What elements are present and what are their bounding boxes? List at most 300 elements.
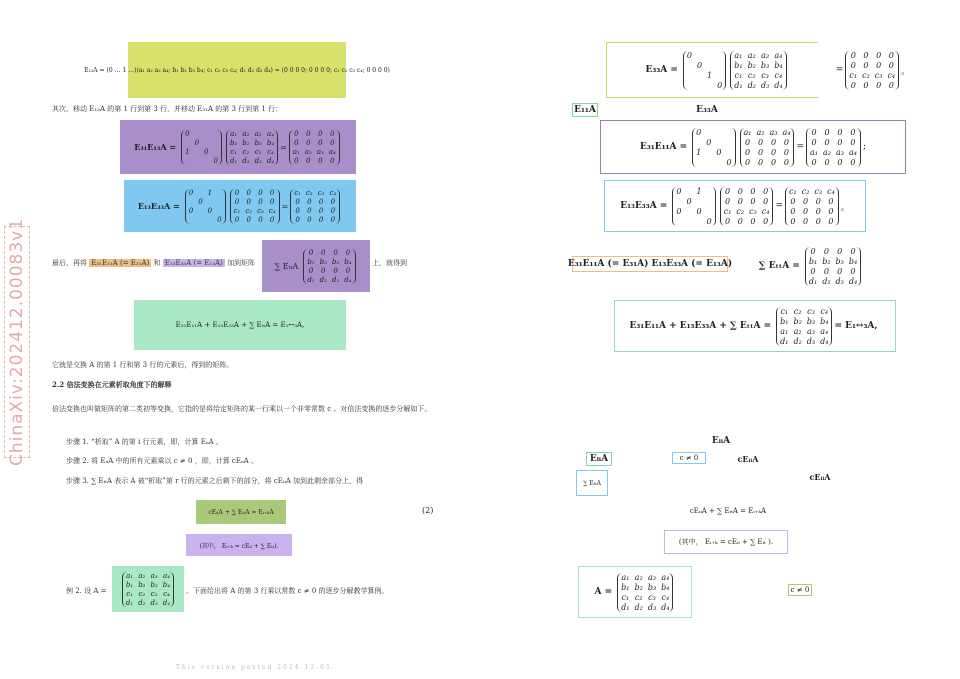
matrix-cell: 0 [321, 266, 326, 275]
matrix-cell: a₄ [267, 129, 274, 138]
matrix-cell: c₃ [874, 70, 883, 80]
matrix-cell: 0 [696, 60, 703, 70]
left-para3: 它就是交换 A 的第 1 行和第 3 行的元素后，得到的矩阵。 [52, 361, 234, 369]
matrix-cell: 0 [726, 157, 732, 167]
matrix-cell: a₁ [810, 147, 818, 157]
matrix-cell: 0 [318, 215, 324, 224]
matrix-cell: 0 [234, 197, 240, 206]
matrix-cell [717, 71, 722, 80]
matrix-cell: a₁ [621, 572, 630, 582]
matrix-cell: 0 [725, 186, 731, 196]
matrix-cell [189, 216, 193, 224]
matrix-cell: 0 [295, 206, 300, 215]
matrix-cell: b₃ [835, 256, 844, 266]
matrix-cell: 0 [246, 197, 251, 206]
matrix-cell: 0 [185, 129, 190, 138]
matrix-cell: 1 [207, 188, 213, 197]
left-para1: 其次，移动 E₁₃A 的第 1 行到第 3 行，并移动 E₃₁A 的第 3 行到第 1 行： [52, 105, 283, 113]
matrix-cell: d₂ [138, 598, 146, 607]
matrix-cell: 0 [294, 129, 299, 138]
matrix-cell: 0 [725, 196, 731, 206]
perm-matrix [672, 187, 715, 226]
matrix-cell: 0 [750, 216, 756, 226]
matrix-cell: b₂ [319, 257, 327, 266]
matrix-cell: c₁ [723, 206, 732, 216]
matrix-cell: d₁ [808, 276, 818, 286]
matrix-cell: b₃ [331, 257, 340, 266]
matrix-cell: d₃ [331, 275, 340, 284]
left-eq-e31e13-label: E₃₁E₁₃A = [134, 142, 177, 152]
matrix-cell: c₂ [305, 188, 313, 197]
matrix-cell: 0 [850, 137, 856, 147]
matrix-cell: 0 [294, 138, 299, 147]
matrix-cell: c₃ [257, 206, 264, 215]
right-eq-e31e11: E₃₁E₁₁A = 0 0 1 0 0 a₁ a₂ a₃ a₄ 0 0 0 0 0 0 0 0 0 0 0 0 = 0 0 0 0 0 0 0 0 a₁ a₂ a₃ a₄ 0 0 0 0 ; [600, 120, 906, 174]
right-label-eiia-heading: EᵢᵢA [708, 434, 734, 448]
matrix-cell: 0 [824, 137, 830, 147]
matrix-cell [707, 207, 712, 216]
swapped-matrix [776, 307, 832, 346]
left-eq-e31e13-box: E₃₁E₁₃A = 0 0 1 0 0 a₁ a₂ a₃ a₄ b₁ b₂ b₃ b₄ c₁ c₂ c₃ c₄ d₁ d₂ d₃ d₄ = 0 0 0 0 0 0 0 0 a₁ a₂ a₃ a₄ 0 0 0 0 [120, 120, 356, 174]
matrix-cell: 0 [763, 216, 769, 226]
matrix-cell: 0 [811, 127, 817, 137]
matrix-cell: d₂ [242, 156, 250, 165]
matrix-cell [697, 51, 702, 60]
matrix-cell: d₂ [319, 275, 327, 284]
matrix-cell: 0 [837, 157, 843, 167]
matrix-cell: 0 [318, 206, 324, 215]
matrix-cell: 0 [676, 206, 682, 216]
matrix-cell: 1 [696, 147, 702, 157]
matrix-cell: a₄ [162, 571, 170, 580]
matrix-cell: 0 [810, 266, 816, 276]
matrix-cell: 0 [837, 266, 843, 276]
matrix-cell: b₂ [242, 138, 250, 147]
matrix-cell [195, 130, 199, 138]
matrix-cell [687, 81, 692, 90]
matrix-cell [697, 197, 702, 206]
matrix-cell: a₂ [823, 147, 831, 157]
left-para4: 倍法变换也叫做矩阵的第二类初等变换，它指的是将给定矩阵的某一行乘以一个非零常数 c 。对倍法变换的逐步分解如下。 [52, 405, 432, 413]
matrix-cell [716, 128, 721, 137]
matrix-cell [716, 158, 721, 167]
chinaxiv-watermark [4, 217, 30, 467]
matrix-cell [214, 130, 218, 138]
matrix-cell: d₃ [760, 80, 770, 90]
matrix-cell: b₁ [780, 316, 789, 326]
matrix-cell: b₄ [266, 138, 275, 147]
matrix-cell: b₁ [734, 60, 743, 70]
eq2-number: (2) [422, 506, 434, 515]
matrix-cell: c₂ [245, 206, 253, 215]
matrix-cell: 0 [258, 197, 263, 206]
matrix-cell: b₁ [229, 138, 238, 147]
matrix-cell: 0 [757, 147, 764, 157]
matrix-cell: 0 [308, 266, 314, 275]
matrix-cell: a₃ [806, 326, 815, 336]
matrix-cell [217, 198, 221, 206]
matrix-cell [198, 216, 202, 224]
matrix-cell: b₄ [848, 256, 858, 266]
matrix-cell [707, 61, 712, 70]
matrix-cell: 0 [318, 156, 323, 165]
left-eq-final: E₃₁E₁₁A + E₁₃E₃₃A + ∑ EₜₜA = E₁↔₃A, [175, 321, 305, 329]
matrix-cell: c₁ [230, 147, 237, 156]
left-para2: 最后，再将 E₃₁E₁₁A (= E₃₁A) 和 E₁₃E₃₃A (= E₁₃A) 加到矩阵 [52, 259, 256, 267]
matrix-cell: 0 [810, 246, 816, 256]
matrix-cell: c₃ [807, 306, 815, 316]
matrix-cell: d₃ [647, 602, 657, 612]
matrix-cell [726, 138, 731, 147]
right-label-e33a: E₃₃A [694, 103, 720, 117]
matrix-cell: 0 [318, 138, 323, 147]
right-eq-e13e33: E₁₃E₃₃A = 0 1 0 0 0 0 0 0 0 0 0 0 0 0 c₁ c₂ c₃ c₄ 0 0 0 0 = c₁ c₂ c₃ c₄ 0 0 0 0 0 0 0 0 0 0 0 0 。 [604, 180, 866, 232]
matrix-cell: b₂ [747, 60, 756, 70]
hl-e31e11a: E₃₁E₁₁A (= E₃₁A) [91, 259, 150, 267]
matrix-cell: d₃ [806, 336, 816, 346]
left-sum-matrix-box [262, 240, 370, 292]
matrix-cell: c₄ [329, 188, 337, 197]
matrix-cell: c₃ [814, 186, 823, 196]
matrix-cell: a₂ [242, 129, 250, 138]
matrix-a [617, 573, 673, 612]
matrix-cell: d₁ [229, 156, 238, 165]
matrix-cell: 0 [333, 248, 338, 257]
matrix-r11 [740, 128, 795, 167]
matrix-cell: 0 [676, 186, 682, 196]
matrix-cell: a₁ [292, 147, 300, 156]
matrix-cell [217, 207, 221, 215]
matrix-cell: 0 [803, 206, 809, 216]
matrix-cell: 0 [763, 196, 769, 206]
matrix-rs [805, 247, 861, 286]
matrix-cell: c₃ [150, 589, 158, 598]
matrix-cell: c₄ [761, 206, 770, 216]
matrix-cell: 0 [345, 248, 351, 257]
matrix-cell: b₁ [307, 257, 315, 266]
matrix-cell: 0 [757, 137, 764, 147]
matrix-cell: 0 [258, 188, 263, 197]
matrix-cell: 0 [330, 129, 335, 138]
matrix-cell: 0 [803, 196, 809, 206]
right-row5-labels: E₃₁E₁₁A (= E₃₁A) E₁₃E₃₃A (= E₁₃A) [572, 256, 728, 272]
matrix-cell: b₂ [634, 582, 643, 592]
matrix-cell: c₂ [736, 206, 745, 216]
matrix-cell: a₂ [634, 572, 643, 582]
matrix-cell: a₄ [774, 50, 783, 60]
matrix-cell: a₄ [782, 127, 791, 137]
matrix-cell: 0 [330, 156, 335, 165]
matrix-cell [706, 128, 711, 137]
matrix-cell: 0 [345, 266, 351, 275]
matrix-cell: 0 [828, 216, 834, 226]
matrix-cell [185, 139, 189, 147]
matrix-cell: a₃ [254, 129, 262, 138]
matrix-cell: 0 [696, 127, 702, 137]
matrix-cell [204, 130, 208, 138]
matrix-cell: a₂ [138, 571, 146, 580]
eq-note: (其中， Eᵢ₊ₖ = cEᵢᵢ + ∑ Eₜₜ). [199, 542, 279, 550]
left-eq-e13a: E₁₃A = (0 … 1 …)(a₁ a₂ a₃ a₄; b₁ b₂ b₃ b₄; c₁ c₂ c₃ c₄; d₁ d₂ d₃ d₄) = (0 0 0 0; 0 0 0 0; c₁ c₂ c₃ c₄; 0 0 0 0) [84, 66, 390, 74]
matrix-cell: 0 [783, 157, 790, 167]
matrix-cell: 0 [188, 188, 194, 197]
matrix-cell: a₄ [820, 326, 829, 336]
selector-matrix [683, 51, 726, 90]
matrix-cell: 0 [824, 127, 830, 137]
matrix-cell: c₄ [827, 186, 835, 196]
matrix-cell: c₁ [621, 592, 630, 602]
matrix-cell: 1 [696, 186, 702, 196]
matrix-cell: 0 [213, 156, 218, 165]
matrix-cell [687, 61, 692, 70]
matrix-cell: 0 [863, 50, 869, 60]
matrix-cell [717, 51, 722, 60]
matrix-cell: 0 [716, 147, 722, 157]
matrix-cell: 0 [318, 129, 323, 138]
matrix-cell: 1 [707, 70, 713, 80]
matrix-cell: d₄ [266, 156, 275, 165]
matrix-cell: c₄ [774, 70, 783, 80]
matrix-cell: 0 [815, 216, 821, 226]
matrix-a [122, 572, 174, 607]
matrix-cell: d₁ [734, 80, 743, 90]
perm-matrix [692, 128, 735, 167]
eq2-box [196, 500, 286, 524]
matrix-cell: d₃ [835, 276, 844, 286]
matrix-cell [717, 61, 722, 70]
matrix-cell: 0 [306, 156, 311, 165]
matrix-cell: c₂ [242, 147, 250, 156]
matrix-cell: 0 [330, 138, 335, 147]
matrix-cell: a₁ [743, 127, 752, 137]
matrix-cell: 0 [823, 246, 829, 256]
matrix-cell: 0 [837, 246, 843, 256]
matrix-cell: d₃ [254, 156, 262, 165]
matrix-cell: 0 [744, 147, 751, 157]
matrix-cell: 0 [294, 156, 299, 165]
example-2-tail: 。下面给出将 A 的第 3 行乘以常数 c ≠ 0 的逐步分解教学算例。 [186, 587, 389, 595]
matrix-cell: 0 [295, 215, 300, 224]
matrix-cell: a₃ [316, 147, 324, 156]
matrix-cell [697, 71, 702, 80]
matrix-cell: a₄ [328, 147, 336, 156]
matrix-cell: 0 [217, 215, 222, 224]
matrix-cell: 0 [725, 216, 731, 226]
right-eq-note: (其中， Eᵢ₊ₖ = cEᵢᵢ + ∑ Eₜₜ ). [664, 530, 788, 554]
matrix-cell: c₄ [887, 70, 896, 80]
right-label-c-neq-0-2: c ≠ 0 [788, 584, 812, 596]
matrix-cell [707, 81, 712, 90]
matrix-cell: c₄ [820, 306, 829, 316]
matrix-cell: 0 [850, 80, 856, 90]
matrix-cell [195, 148, 199, 156]
matrix-cell: 0 [307, 197, 312, 206]
matrix-cell: a₁ [230, 129, 238, 138]
matrix-cell: 0 [234, 215, 240, 224]
matrix-cell: b₃ [254, 138, 262, 147]
right-label-eiia: EᵢᵢA [586, 452, 612, 466]
matrix-cell: c₁ [734, 70, 743, 80]
matrix-cell: c₂ [862, 70, 870, 80]
matrix-cell [696, 158, 701, 167]
matrix-cell: 0 [194, 138, 200, 147]
eq-note-box [186, 534, 292, 556]
matrix-cell: 0 [750, 196, 756, 206]
matrix-cell: 0 [811, 157, 817, 167]
matrix-cell: 0 [763, 186, 769, 196]
matrix-cell: b₄ [344, 257, 352, 266]
matrix-cell: c₁ [789, 186, 797, 196]
matrix-cell: 0 [188, 206, 194, 215]
matrix-cell: 0 [717, 80, 723, 90]
matrix-cell: d₁ [307, 275, 315, 284]
matrix-cell: 0 [837, 137, 843, 147]
right-label-ceiia-2: cEᵢᵢA [806, 470, 834, 483]
matrix-cell: a₄ [661, 572, 670, 582]
matrix-cell: 0 [876, 50, 882, 60]
matrix-cell: 0 [737, 186, 743, 196]
right-label-e11a: E₁₁A [572, 103, 598, 117]
result-matrix [289, 130, 340, 165]
matrix-cell [185, 157, 189, 165]
left-eq-e13a-box [84, 42, 390, 98]
matrix-cell: 0 [850, 157, 856, 167]
matrix-cell: 0 [815, 206, 821, 216]
matrix-cell: c₄ [163, 589, 170, 598]
matrix-cell: 0 [790, 196, 796, 206]
matrix-cell: c₄ [267, 147, 274, 156]
matrix-cell: 0 [207, 206, 213, 215]
matrix-cell: 0 [837, 127, 843, 137]
matrix-cell: c₄ [661, 592, 670, 602]
matrix-cell: 0 [888, 80, 894, 90]
matrix-cell: 0 [828, 196, 834, 206]
example-2-label: 例 2. 设 A = [66, 587, 107, 595]
matrix-cell: c₃ [749, 206, 757, 216]
matrix-cell [687, 71, 692, 80]
matrix-cell: 0 [321, 248, 326, 257]
matrix-cell [214, 139, 218, 147]
matrix-cell [726, 148, 731, 157]
matrix-cell: 0 [815, 196, 821, 206]
matrix-cell: c₁ [126, 589, 133, 598]
matrix-cell: 0 [295, 197, 300, 206]
matrix-a [730, 51, 786, 90]
matrix-cell: 0 [783, 147, 790, 157]
matrix-cell [214, 148, 218, 156]
matrix-cell: 0 [307, 215, 312, 224]
matrix-rs [303, 249, 355, 284]
right-label-sum: ∑ EₜₜA [576, 470, 608, 496]
matrix-cell: c₁ [849, 70, 858, 80]
example-matrix-a-box [112, 566, 184, 612]
matrix-cell: 0 [308, 248, 314, 257]
left-para2-end: 上，就得到 [372, 259, 407, 267]
matrix-cell: 0 [863, 60, 869, 70]
perm-matrix [181, 130, 222, 165]
matrix-r33 [230, 189, 280, 224]
matrix-cell [707, 197, 712, 206]
matrix-cell: d₃ [150, 598, 158, 607]
matrix-cell: c₄ [268, 206, 276, 215]
step-1: 步骤 1. “析取” A 的第 i 行元素，即，计算 EᵢᵢA 。 [66, 438, 223, 446]
result-matrix [785, 187, 839, 226]
matrix-cell: 0 [706, 216, 712, 226]
matrix-cell: a₃ [150, 571, 158, 580]
matrix-cell: d₁ [125, 598, 134, 607]
matrix-cell: a₁ [126, 571, 134, 580]
matrix-cell [726, 128, 731, 137]
right-label-c-neq-0: c ≠ 0 [672, 452, 706, 464]
matrix-cell: d₄ [162, 598, 171, 607]
matrix-cell: c₃ [648, 592, 656, 602]
matrix-cell [189, 198, 193, 206]
matrix-cell: 0 [770, 137, 777, 147]
matrix-cell [686, 187, 691, 196]
matrix-cell [697, 217, 702, 226]
matrix-cell: 0 [333, 266, 338, 275]
matrix-cell: c₃ [317, 188, 325, 197]
matrix-cell: 0 [330, 197, 336, 206]
step-2: 步骤 2. 将 EᵢᵢA 中的所有元素乘以 c ≠ 0 ，即，计算 cEᵢᵢA 。 [66, 457, 259, 465]
matrix-cell: d₁ [621, 602, 630, 612]
matrix-r33 [720, 187, 774, 226]
matrix-cell: 0 [863, 80, 869, 90]
matrix-cell: c₁ [233, 206, 241, 215]
matrix-cell: d₂ [822, 276, 831, 286]
matrix-cell: 0 [696, 206, 702, 216]
matrix-cell [204, 157, 208, 165]
matrix-cell: d₄ [661, 602, 670, 612]
matrix-cell: 0 [330, 215, 336, 224]
matrix-cell: 0 [757, 157, 764, 167]
matrix-cell: 0 [686, 50, 692, 60]
right-eq2: cEᵢᵢA + ∑ EₜₜA = Eᵢ₊ₖA [676, 498, 780, 524]
matrix-cell: b₂ [138, 580, 146, 589]
matrix-cell: 0 [306, 129, 311, 138]
matrix-cell: 0 [811, 137, 817, 147]
matrix-cell: 0 [258, 215, 263, 224]
matrix-cell [707, 51, 712, 60]
matrix-cell: 0 [269, 215, 275, 224]
matrix-cell: a₃ [648, 572, 656, 582]
matrix-cell: 0 [750, 186, 756, 196]
matrix-cell: d₄ [774, 80, 783, 90]
matrix-cell: 1 [185, 147, 190, 156]
section-heading: 2.2 倍法变换在元素析取角度下的解释 [52, 380, 172, 389]
matrix-cell [686, 207, 691, 216]
matrix-cell [195, 157, 199, 165]
matrix-cell [707, 187, 712, 196]
matrix-cell: c₃ [254, 147, 262, 156]
result-matrix [845, 51, 899, 90]
matrix-cell: b₁ [621, 582, 630, 592]
matrix-cell: 0 [876, 80, 882, 90]
matrix-cell [198, 207, 202, 215]
left-eq-e13e33-box: E₁₃E₃₃A = 0 1 0 0 0 0 0 0 0 0 0 0 0 0 c₁ c₂ c₃ c₄ 0 0 0 0 = c₁ c₂ c₃ c₄ 0 0 0 0 0 0 0 0 0 0 0 0 [124, 180, 356, 232]
matrix-cell: b₄ [162, 580, 171, 589]
matrix-cell: 0 [686, 196, 692, 206]
matrix-cell: b₃ [760, 60, 770, 70]
matrix-cell: 0 [876, 60, 882, 70]
matrix-cell: 0 [850, 60, 856, 70]
matrix-cell: 0 [330, 206, 336, 215]
matrix-cell: d₂ [634, 602, 643, 612]
matrix-cell: b₃ [150, 580, 158, 589]
watermark-text: ChinaXiv:202412.00083v1 [7, 217, 28, 467]
matrix-cell: d₂ [793, 336, 802, 346]
matrix-cell: 0 [850, 50, 856, 60]
